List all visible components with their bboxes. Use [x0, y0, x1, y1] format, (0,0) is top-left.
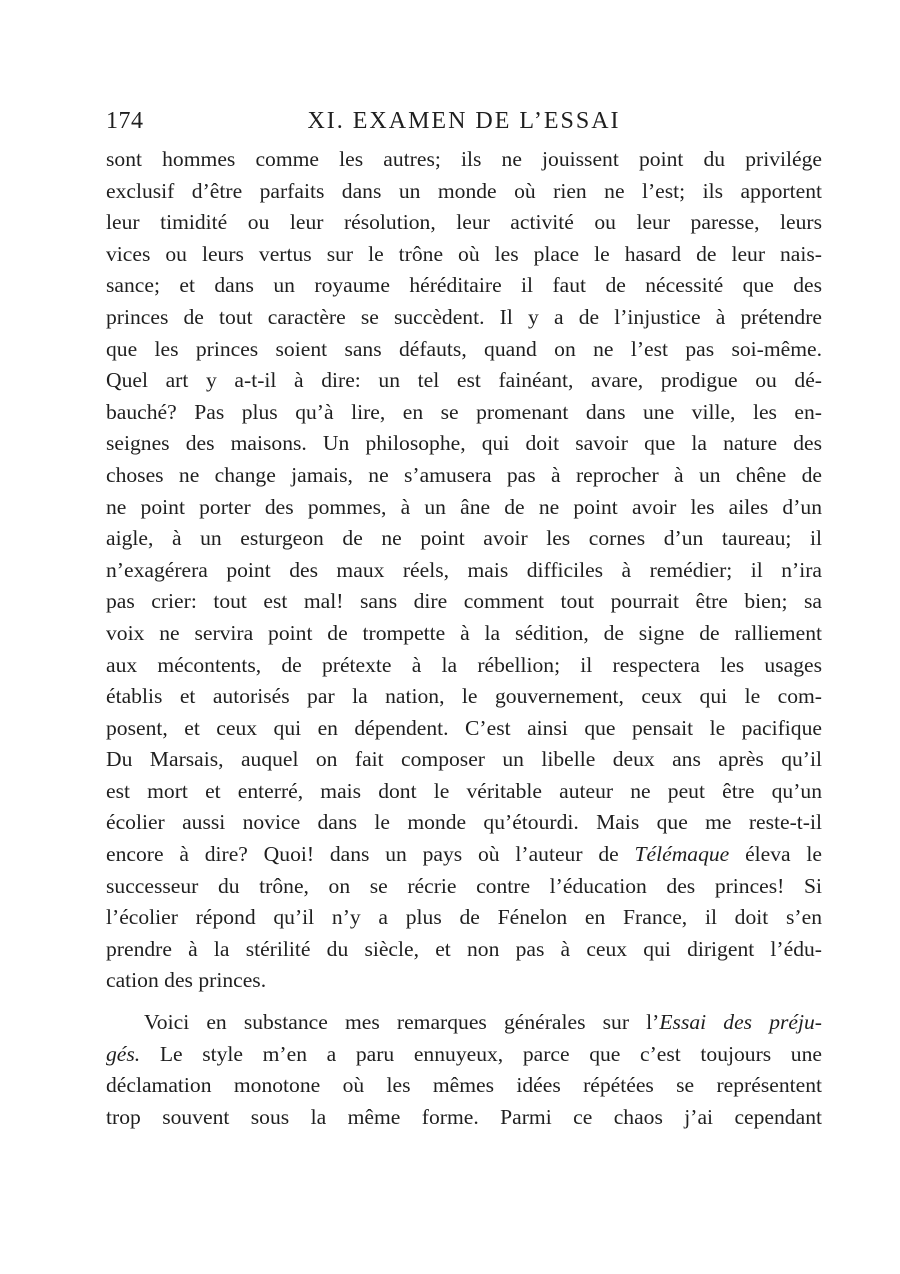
text-line: n’exagérera point des maux réels, mais difficiles à remédier; il n’ira — [106, 557, 822, 582]
text-line: ne point porter des pommes, à un âne de ne point avoir les ailes d’un — [106, 494, 822, 519]
text-line: l’écolier répond qu’il n’y a plus de Fénelon en France, il doit s’en — [106, 905, 822, 930]
italic-title-telemaque: Télémaque — [634, 842, 730, 867]
text-run: encore à dire? Quoi! dans un pays où l’auteur de — [106, 842, 635, 867]
text-line: déclamation monotone où les mêmes idées répétées se représentent — [106, 1073, 822, 1098]
text-line: seignes des maisons. Un philosophe, qui doit savoir que la nature des — [106, 431, 822, 456]
text-line: princes de tout caractère se succèdent. Il y a de l’injustice à prétendre — [106, 304, 822, 329]
text-line: aigle, à un esturgeon de ne point avoir les cornes d’un taureau; il — [106, 526, 822, 551]
italic-title-essai: Essai des préju- — [659, 1010, 822, 1035]
text-line: Quel art y a-t-il à dire: un tel est fainéant, avare, prodigue ou dé- — [106, 368, 822, 393]
text-run: Voici en substance mes remarques générales sur l’ — [144, 1010, 660, 1035]
text-line: que les princes soient sans défauts, quand on ne l’est pas soi-même. — [106, 336, 822, 361]
text-line: bauché? Pas plus qu’à lire, en se promenant dans une ville, les en- — [106, 399, 822, 424]
text-line: leur timidité ou leur résolution, leur activité ou leur paresse, leurs — [106, 210, 822, 235]
text-line: vices ou leurs vertus sur le trône où les place le hasard de leur nais- — [106, 241, 822, 266]
text-line: sont hommes comme les autres; ils ne jouissent point du privilége — [106, 147, 822, 171]
italic-title-essai-cont: gés. — [106, 1041, 141, 1066]
text-line: Du Marsais, auquel on fait composer un libelle deux ans après qu’il — [106, 747, 822, 772]
text-line — [106, 839, 822, 871]
paragraph-1 — [106, 144, 822, 997]
text-run: Le style m’en a paru ennuyeux, parce que c’est toujours une — [140, 1041, 822, 1066]
text-line — [106, 1007, 822, 1039]
text-line: choses ne change jamais, ne s’amusera pas à reprocher à un chêne de — [106, 462, 822, 487]
paragraph-2 — [106, 1007, 822, 1133]
text-line: écolier aussi novice dans le monde qu’étourdi. Mais que me reste-t-il — [106, 810, 822, 835]
text-line: aux mécontents, de prétexte à la rébellion; il respectera les usages — [106, 652, 822, 677]
text-line — [106, 1039, 822, 1071]
text-line: posent, et ceux qui en dépendent. C’est ainsi que pensait le pacifique — [106, 715, 822, 740]
book-page — [106, 108, 822, 1133]
text-line: cation des princes. — [106, 968, 267, 993]
running-title: XI. EXAMEN DE L’ESSAI — [307, 108, 621, 134]
paragraph-spacer — [106, 997, 822, 1007]
text-line: établis et autorisés par la nation, le gouvernement, ceux qui le com- — [106, 684, 822, 709]
text-line: trop souvent sous la même forme. Parmi ce chaos j’ai cependant — [106, 1104, 822, 1129]
text-run: éleva le — [729, 842, 822, 867]
running-head — [106, 108, 822, 144]
text-line: exclusif d’être parfaits dans un monde où rien ne l’est; ils apportent — [106, 178, 822, 203]
text-line: prendre à la stérilité du siècle, et non pas à ceux qui dirigent l’édu- — [106, 936, 822, 961]
text-line: pas crier: tout est mal! sans dire comment tout pourrait être bien; sa — [106, 589, 822, 614]
text-line: successeur du trône, on se récrie contre l’éducation des princes! Si — [106, 873, 822, 898]
text-line: voix ne servira point de trompette à la sédition, de signe de ralliement — [106, 620, 822, 645]
text-line: est mort et enterré, mais dont le véritable auteur ne peut être qu’un — [106, 778, 822, 803]
page-number: 174 — [106, 108, 144, 134]
text-line: sance; et dans un royaume héréditaire il faut de nécessité que des — [106, 273, 822, 298]
